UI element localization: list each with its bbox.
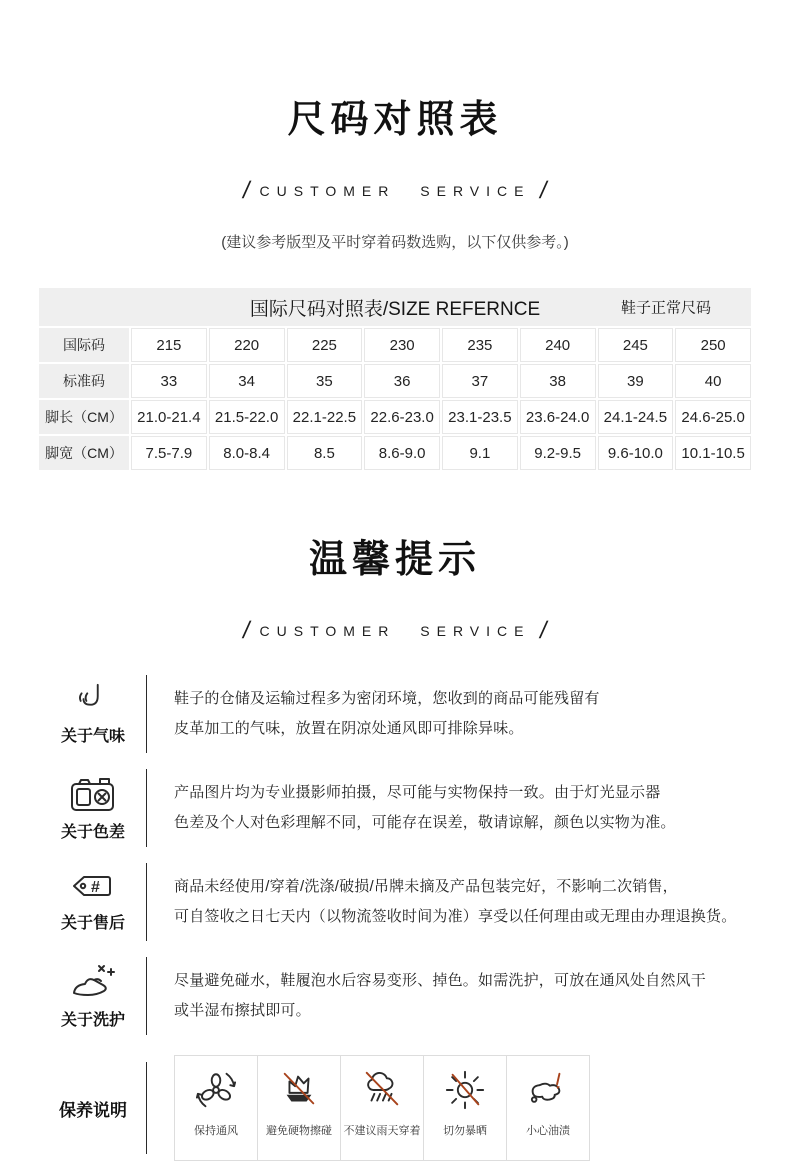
table-cell: 22.1-22.5: [287, 400, 363, 434]
size-table-right-title: 鞋子正常尺码: [620, 299, 711, 317]
tips-list: [0, 667, 790, 1043]
care-box-no-rain: [340, 1055, 424, 1161]
tip-label: 关于气味: [60, 728, 125, 745]
table-cell: 8.0-8.4: [209, 436, 285, 470]
table-cell: 40: [675, 364, 751, 398]
divider: [146, 769, 147, 847]
row-label: 脚宽（CM）: [39, 436, 129, 470]
size-table-title: 国际尺码对照表/SIZE REFERNCE: [249, 298, 541, 320]
tip-aftersale-left: [40, 871, 146, 933]
care-label: 保养说明: [59, 1100, 127, 1120]
divider: [146, 863, 147, 941]
smell-icon: [69, 682, 117, 718]
tips-customer-service-line: [0, 619, 790, 643]
care-box-no-scratch: [257, 1055, 341, 1161]
size-customer-service-line: [0, 179, 790, 203]
tip-row-color: [0, 761, 790, 855]
tip-row-aftersale: [0, 855, 790, 949]
care-item-label: 小心油渍: [526, 1125, 570, 1137]
table-cell: 9.6-10.0: [598, 436, 674, 470]
oil-stain-icon: [527, 1069, 569, 1111]
table-cell: 240: [520, 328, 596, 362]
customer-service-text: CUSTOMER SERVICE: [259, 183, 531, 199]
care-item-label: 保持通风: [194, 1125, 238, 1137]
table-cell: 23.1-23.5: [442, 400, 518, 434]
table-cell: 9.1: [442, 436, 518, 470]
table-cell: 36: [364, 364, 440, 398]
tip-text-line: 尽量避免碰水，鞋履泡水后容易变形、掉色。如需洗护，可放在通风处自然风干: [174, 972, 707, 989]
table-cell: 39: [598, 364, 674, 398]
size-note: (建议参考版型及平时穿着码数选购，以下仅供参考。): [221, 234, 569, 251]
svg-text:#: #: [91, 879, 100, 896]
fan-icon: [195, 1069, 237, 1111]
tip-color-left: [40, 774, 146, 842]
table-cell: 21.0-21.4: [131, 400, 207, 434]
table-cell: 235: [442, 328, 518, 362]
slash-left: /: [240, 177, 252, 204]
table-cell: 215: [131, 328, 207, 362]
tip-text-line: 或半湿布擦拭即可。: [174, 1002, 311, 1019]
care-item-label: 避免硬物擦碰: [266, 1125, 332, 1137]
tip-label: 关于色差: [60, 824, 125, 841]
tip-text: [174, 684, 600, 744]
size-table-header-row: [39, 288, 751, 326]
hand-wash-icon: [69, 962, 117, 1002]
care-box-oil: [506, 1055, 590, 1161]
no-sun-icon: [444, 1069, 486, 1111]
care-box-no-sun: [423, 1055, 507, 1161]
tip-text-line: 商品未经使用/穿着/洗涤/破损/吊牌未摘及产品包装完好，不影响二次销售，: [174, 878, 678, 895]
table-cell: 245: [598, 328, 674, 362]
table-cell: 22.6-23.0: [364, 400, 440, 434]
size-table: [37, 286, 753, 472]
table-cell: 8.6-9.0: [364, 436, 440, 470]
tip-label: 关于洗护: [60, 1012, 125, 1029]
tip-text: [174, 966, 706, 1026]
table-cell: 10.1-10.5: [675, 436, 751, 470]
table-row: [39, 436, 751, 470]
tip-text-line: 可自签收之日七天内（以物流签收时间为准）享受以任何理由或无理由办理退换货。: [174, 908, 737, 925]
table-cell: 9.2-9.5: [520, 436, 596, 470]
table-cell: 23.6-24.0: [520, 400, 596, 434]
tip-row-wash: [0, 949, 790, 1043]
table-cell: 37: [442, 364, 518, 398]
care-section: [0, 1055, 790, 1161]
slash-right: /: [538, 177, 550, 204]
care-item-label: 切勿暴晒: [443, 1125, 487, 1137]
tip-wash-left: [40, 962, 146, 1030]
table-row: [39, 364, 751, 398]
slash-right: /: [538, 617, 550, 644]
table-row: [39, 400, 751, 434]
divider: [146, 675, 147, 753]
row-label: 脚长（CM）: [39, 400, 129, 434]
row-label: 国际码: [39, 328, 129, 362]
tip-text-line: 皮革加工的气味，放置在阴凉处通风即可排除异味。: [174, 720, 524, 737]
table-cell: 7.5-7.9: [131, 436, 207, 470]
tip-text-line: 鞋子的仓储及运输过程多为密闭环境，您收到的商品可能残留有: [174, 690, 600, 707]
table-cell: 34: [209, 364, 285, 398]
table-cell: 38: [520, 364, 596, 398]
table-cell: 230: [364, 328, 440, 362]
table-cell: 225: [287, 328, 363, 362]
care-left: [40, 1096, 146, 1121]
no-rain-icon: [361, 1069, 403, 1111]
care-box-ventilation: [174, 1055, 258, 1161]
table-cell: 24.6-25.0: [675, 400, 751, 434]
table-cell: 21.5-22.0: [209, 400, 285, 434]
table-cell: 24.1-24.5: [598, 400, 674, 434]
tip-text: [174, 872, 736, 932]
size-table-header-band: [39, 288, 751, 326]
tip-row-smell: [0, 667, 790, 761]
row-label: 标准码: [39, 364, 129, 398]
table-row: [39, 328, 751, 362]
tip-text: [174, 778, 676, 838]
no-scratch-icon: [278, 1069, 320, 1111]
divider: [146, 957, 147, 1035]
care-boxes: [174, 1055, 590, 1161]
table-cell: 250: [675, 328, 751, 362]
tip-label: 关于售后: [60, 915, 125, 932]
tip-smell-left: [40, 682, 146, 746]
camera-icon: [69, 774, 117, 814]
tip-text-line: 色差及个人对色彩理解不同，可能存在误差，敬请谅解，颜色以实物为准。: [174, 814, 676, 831]
tips-section-title: 温馨提示: [308, 539, 481, 581]
slash-left: /: [240, 617, 252, 644]
size-section-title: 尺码对照表: [287, 99, 503, 141]
price-tag-icon: [69, 871, 117, 905]
table-cell: 33: [131, 364, 207, 398]
care-item-label: 不建议雨天穿着: [343, 1125, 421, 1137]
table-cell: 220: [209, 328, 285, 362]
tip-text-line: 产品图片均为专业摄影师拍摄，尽可能与实物保持一致。由于灯光显示器: [174, 784, 661, 801]
customer-service-text: CUSTOMER SERVICE: [259, 623, 531, 639]
table-cell: 8.5: [287, 436, 363, 470]
divider: [146, 1062, 147, 1154]
table-cell: 35: [287, 364, 363, 398]
